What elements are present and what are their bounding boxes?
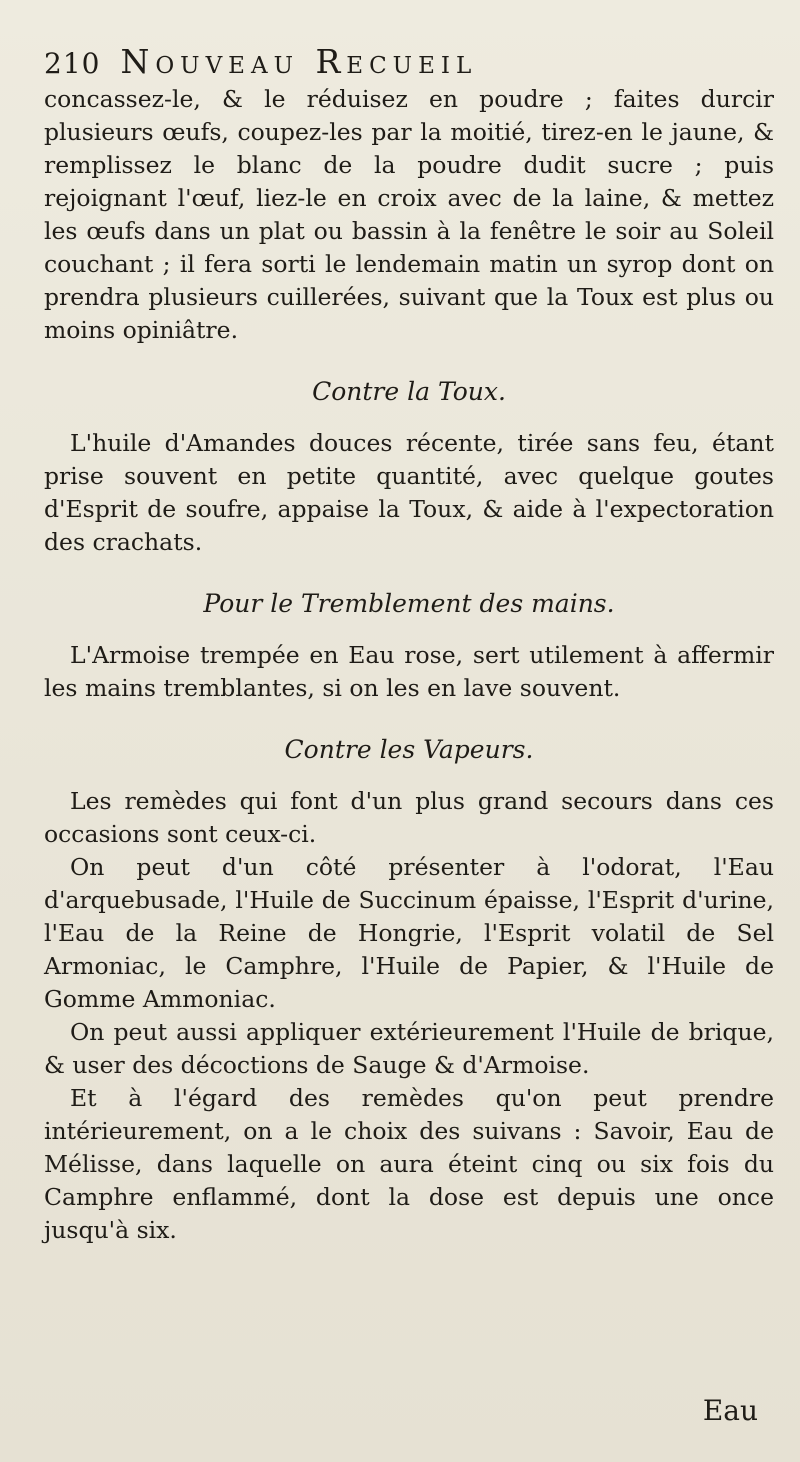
paragraph: concassez-le, & le réduisez en poudre ; faites durcir plusieurs œufs, coupez-les par la moitié, tirez-en le jaune, & remplissez le blanc de la poudre dudit sucre ; puis rejoignant l'œuf, liez-le en croix avec de la laine, & mettez les œufs dans un plat ou bassin à la fenêtre le soir au Soleil couchant ; il fera sorti le lendemain matin un syrop dont on prendra plusieurs cuillerées, suivant que la Toux est plus ou moins opiniâtre. [44,85,774,344]
paragraph: On peut aussi appliquer extérieurement l'Huile de brique, & user des décoctions de Sauge & d'Armoise. [44,1018,774,1079]
page-header [44,42,774,81]
paragraph: Les remèdes qui font d'un plus grand secours dans ces occasions sont ceux-ci. [44,787,774,848]
paragraph: L'huile d'Amandes douces récente, tirée sans feu, étant prise souvent en petite quantité, avec quelque goutes d'Esprit de soufre, appaise la Toux, & aide à l'expectoration des crachats. [44,429,774,556]
section-tremblement [44,587,774,705]
section-intro [44,83,774,347]
running-head: Nouveau Recueil [120,42,478,81]
section-contre-la-toux [44,375,774,559]
section-heading: Contre les Vapeurs. [284,735,534,764]
paragraph: On peut d'un côté présenter à l'odorat, l'Eau d'arquebusade, l'Huile de Succinum épaisse, l'Esprit d'urine, l'Eau de la Reine de Hongrie, l'Esprit volatil de Sel Armoniac, le Camphre, l'Huile de Papier, & l'Huile de Gomme Ammoniac. [44,853,774,1013]
section-vapeurs [44,733,774,1247]
page-number: 210 [44,47,101,80]
catchword: Eau [702,1394,758,1427]
paragraph: L'Armoise trempée en Eau rose, sert utilement à affermir les mains tremblantes, si on les en lave souvent. [44,641,774,702]
section-heading: Pour le Tremblement des mains. [203,589,615,618]
paragraph: Et à l'égard des remèdes qu'on peut prendre intérieurement, on a le choix des suivans : Savoir, Eau de Mélisse, dans laquelle on aura éteint cinq ou six fois du Camphre enflammé, dont la dose est depuis une once jusqu'à six. [44,1084,774,1244]
section-heading: Contre la Toux. [312,377,506,406]
